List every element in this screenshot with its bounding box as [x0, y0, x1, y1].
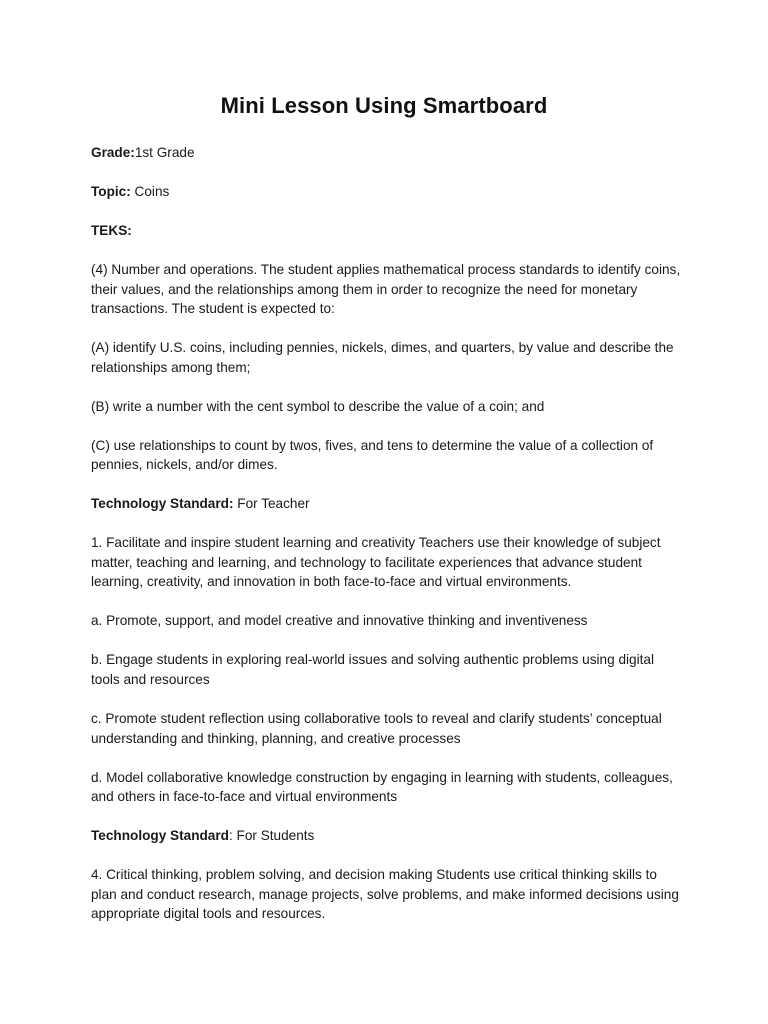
tech-teacher-item-c: c. Promote student reflection using collaborative tools to reveal and clarify students’ conceptual understanding and thinking, planning, and creative processes [91, 710, 662, 746]
grade-value: 1st Grade [134, 145, 195, 160]
teks-intro: (4) Number and operations. The student applies mathematical process standards to identify coins, their values, and the relationships among them in order to recognize the need for monetary transactions. The student is expected to: [91, 261, 681, 317]
tech-students-heading [91, 826, 681, 846]
document-body [91, 143, 681, 943]
grade-line [91, 143, 681, 163]
teks-label: TEKS: [91, 222, 132, 238]
topic-label: Topic: [91, 183, 131, 199]
tech-teacher-label: Technology Standard: [91, 496, 234, 512]
teks-heading [91, 221, 681, 241]
tech-teacher-value: For Teacher [233, 496, 310, 512]
topic-line [91, 182, 681, 202]
tech-teacher-item-b: b. Engage students in exploring real-world issues and solving authentic problems using digital tools and resources [91, 652, 654, 687]
teks-item-b: (B) write a number with the cent symbol to describe the value of a coin; and [91, 398, 545, 414]
grade-label: Grade: [91, 145, 135, 160]
tech-teacher-heading [91, 494, 681, 514]
topic-value: Coins [130, 183, 170, 199]
tech-teacher-item-a: a. Promote, support, and model creative and innovative thinking and inventiveness [91, 613, 588, 629]
page-title: Mini Lesson Using Smartboard [220, 93, 548, 118]
tech-teacher-item-d: d. Model collaborative knowledge construction by engaging in learning with students, colleagues, and others in face-to-face and virtual environments [91, 769, 673, 805]
tech-students-value: : For Students [228, 828, 315, 844]
teks-item-c: (C) use relationships to count by twos, fives, and tens to determine the value of a collection of pennies, nickels, and/or dimes. [91, 437, 654, 473]
tech-students-label: Technology Standard [91, 828, 229, 844]
tech-students-standard-4: 4. Critical thinking, problem solving, and decision making Students use critical thinking skills to plan and conduct research, manage projects, solve problems, and make informed decisions using appropriate digital tools and resources. [91, 867, 679, 922]
tech-teacher-standard-1: 1. Facilitate and inspire student learning and creativity Teachers use their knowledge of subject matter, teaching and learning, and technology to facilitate experiences that advance student learning, creativity, and innovation in both face-to-face and virtual environments. [91, 535, 661, 590]
teks-item-a: (A) identify U.S. coins, including pennies, nickels, dimes, and quarters, by value and describe the relationships among them; [91, 340, 674, 375]
